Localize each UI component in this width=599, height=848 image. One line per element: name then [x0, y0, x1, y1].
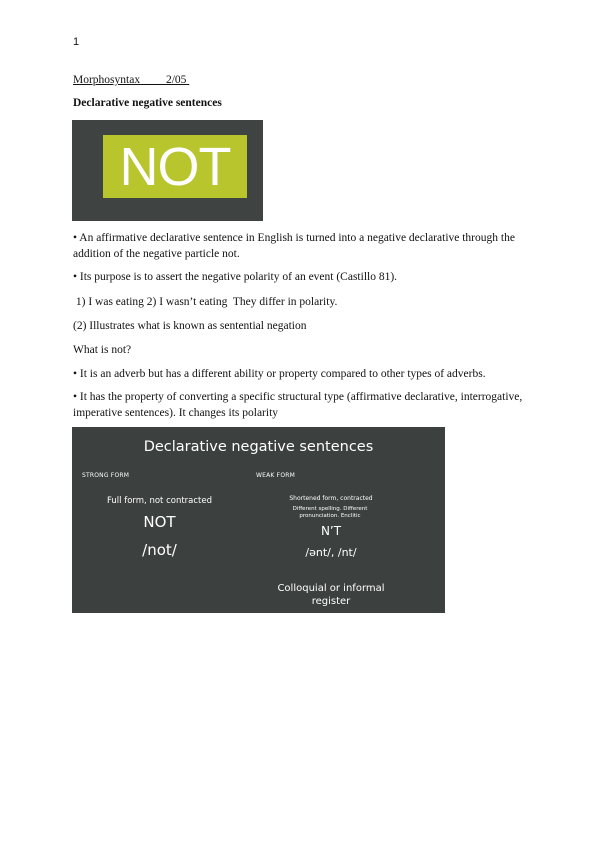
weak-form-ipa: /ənt/, /nt/ [305, 546, 357, 559]
paragraph-sentential-negation: (2) Illustrates what is known as sentential negation [73, 320, 307, 332]
strong-form-description: Full form, not contracted [106, 496, 212, 506]
weak-form-register [261, 582, 401, 608]
page-number: 1 [73, 36, 80, 48]
strong-form-word: NOT [143, 513, 176, 531]
paragraph-purpose: • Its purpose is to assert the negative polarity of an event (Castillo 81). [73, 271, 398, 283]
slide-title: Declarative negative sentences [143, 439, 374, 455]
document-header [73, 74, 189, 86]
strong-form-ipa: /not/ [142, 541, 177, 559]
weak-form-spelling-line1: Different spelling. Different [292, 506, 368, 512]
paragraph-examples: 1) I was eating 2) I wasn’t eating They differ in polarity. [73, 296, 338, 308]
weak-form-label: WEAK FORM [256, 472, 295, 479]
weak-form-spelling-note [280, 506, 380, 520]
document-title: Declarative negative sentences [73, 97, 222, 109]
paragraph-affirmative-declarative: • An affirmative declarative sentence in English is turned into a negative declarative through the addition of the negative particle not. [73, 232, 515, 260]
lecture-date: 2/05 [165, 74, 187, 86]
paragraph-question: What is not? [73, 344, 132, 356]
weak-form-word: N’T [320, 524, 342, 538]
paragraph-adverb: • It is an adverb but has a different ability or property compared to other types of adverbs. [73, 368, 486, 380]
not-image [72, 120, 263, 221]
strong-form-label: STRONG FORM [82, 472, 130, 479]
course-name: Morphosyntax [73, 74, 141, 86]
paragraph-property: • It has the property of converting a specific structural type (affirmative declarative, interrogative, imperative sentences). It changes its polarity [73, 391, 523, 419]
not-image-text: NOT [119, 136, 231, 197]
weak-form-description: Shortened form, contracted [289, 495, 373, 502]
slide-image [72, 427, 445, 613]
weak-form-spelling-line2: pronunciation. Enclitic [299, 513, 361, 519]
weak-form-register-line2: register [311, 596, 351, 607]
not-image-box [103, 135, 247, 198]
weak-form-register-line1: Colloquial or informal [277, 583, 385, 594]
